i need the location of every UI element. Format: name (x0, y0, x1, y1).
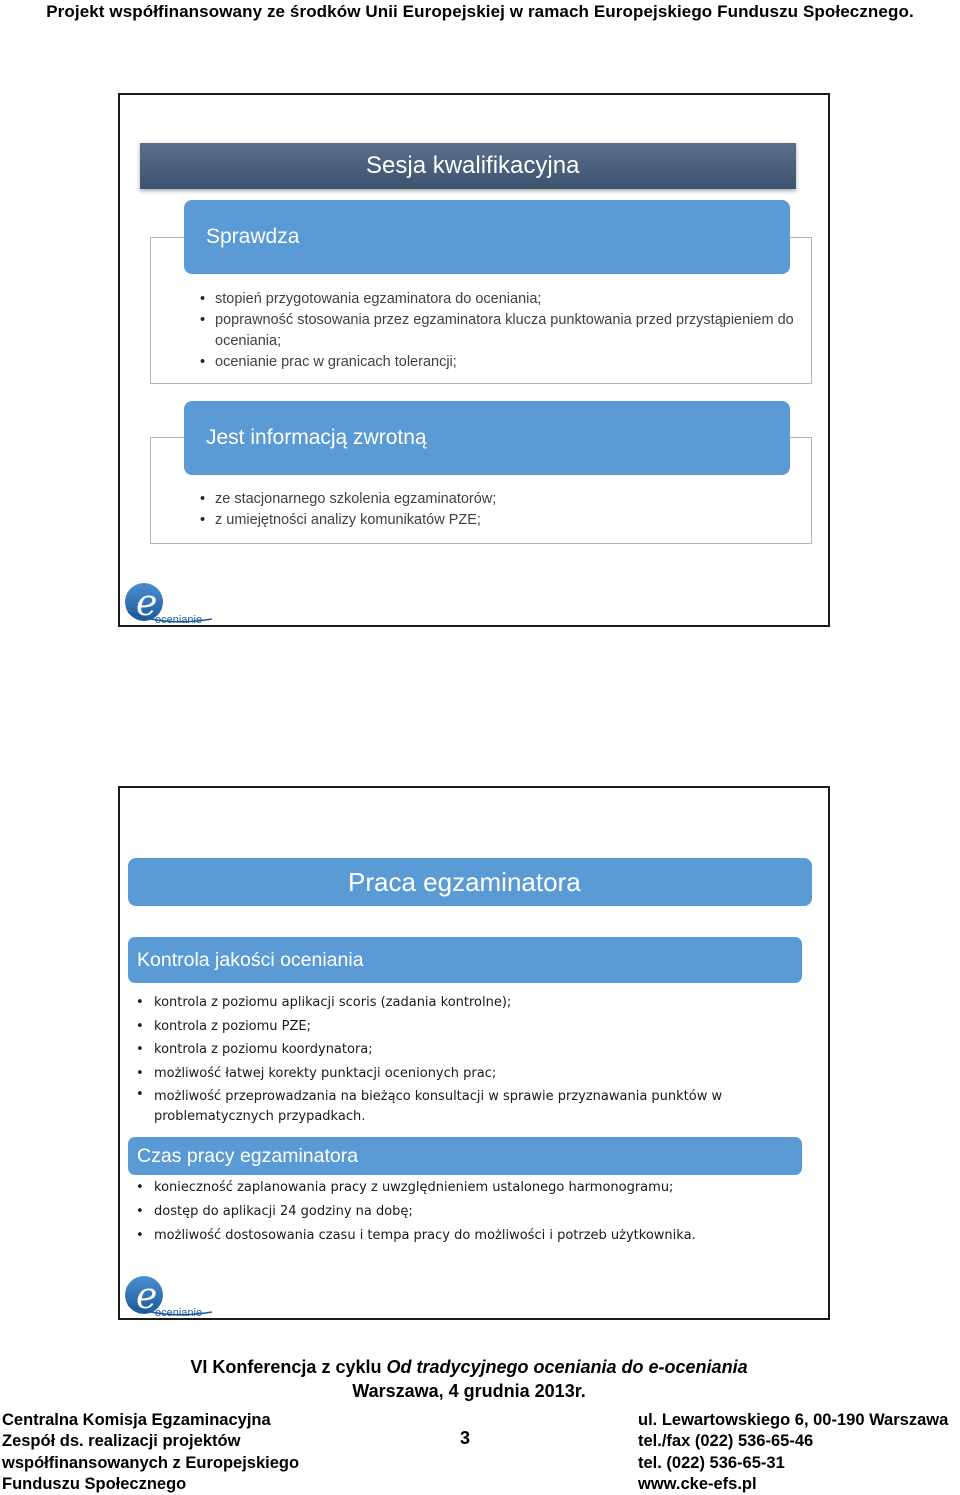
list-item: • poprawność stosowania przez egzaminatora klucza punktowania przed przystąpieniem do oceniania; (200, 310, 800, 352)
conference-info (0, 1355, 938, 1403)
kontrola-list (128, 991, 808, 1127)
logo-letter: e (136, 583, 158, 624)
section-heading-kontrola: Kontrola jakości oceniania (128, 937, 802, 983)
footer-website[interactable]: www.cke-efs.pl (638, 1474, 757, 1493)
list-item: • konieczność zaplanowania pracy z uwzględnieniem ustalonego harmonogramu; (128, 1176, 818, 1200)
e-ocenianie-logo (124, 1272, 214, 1318)
conference-prefix: VI Konferencja z cyklu (190, 1357, 387, 1377)
logo-text: ocenianie (155, 614, 203, 625)
list-item: • możliwość łatwej korekty punktacji ocenionych prac; (128, 1062, 808, 1086)
logo-letter: e (136, 1276, 158, 1317)
footer-line: Funduszu Społecznego (2, 1474, 187, 1493)
list-item: • z umiejętności analizy komunikatów PZE; (200, 510, 800, 531)
list-item: • stopień przygotowania egzaminatora do oceniania; (200, 289, 800, 310)
footer-line: Centralna Komisja Egzaminacyjna (2, 1411, 271, 1429)
footer-phone: tel. (022) 536-65-31 (638, 1453, 785, 1472)
conference-line (0, 1355, 938, 1379)
slide-title: Praca egzaminatora (128, 858, 812, 906)
list-item: • ocenianie prac w granicach tolerancji; (200, 352, 800, 373)
czas-pracy-list (128, 1176, 818, 1248)
footer-line: Zespół ds. realizacji projektów (2, 1432, 241, 1451)
page-header: Projekt współfinansowany ze środków Unii Europejskiej w ramach Europejskiego Funduszu Społecznego. (46, 2, 914, 21)
slide-sesja-kwalifikacyjna (118, 93, 830, 627)
slide-praca-egzaminatora (118, 786, 830, 1320)
conference-place-date: Warszawa, 4 grudnia 2013r. (352, 1381, 586, 1401)
logo-text: ocenianie (155, 1307, 203, 1318)
slide-title: Sesja kwalifikacyjna (140, 143, 796, 189)
e-ocenianie-logo (124, 579, 214, 625)
section-heading-czas-pracy: Czas pracy egzaminatora (128, 1137, 802, 1175)
sprawdza-list (200, 289, 800, 373)
footer-phone-fax: tel./fax (022) 536-65-46 (638, 1432, 814, 1451)
section-heading-informacja-zwrotna: Jest informacją zwrotną (184, 401, 790, 475)
footer-line: współfinansowanych z Europejskiego (2, 1453, 300, 1472)
conference-title: Od tradycyjnego oceniania do e-oceniania (386, 1357, 748, 1377)
informacja-zwrotna-list (200, 489, 800, 531)
footer-contact (638, 1410, 960, 1495)
list-item: • kontrola z poziomu koordynatora; (128, 1038, 808, 1062)
list-item: • kontrola z poziomu aplikacji scoris (zadania kontrolne); (128, 991, 808, 1015)
section-heading-sprawdza: Sprawdza (184, 200, 790, 274)
list-item: • ze stacjonarnego szkolenia egzaminatorów; (200, 489, 800, 510)
footer-organization (2, 1410, 342, 1495)
list-item: • dostęp do aplikacji 24 godziny na dobę; (128, 1200, 818, 1224)
list-item: • możliwość przeprowadzania na bieżąco konsultacji w sprawie przyznawania punktów w problematycznych przypadkach. (128, 1085, 808, 1127)
page-number: 3 (460, 1428, 471, 1448)
list-item: • kontrola z poziomu PZE; (128, 1015, 808, 1039)
footer-address: ul. Lewartowskiego 6, 00-190 Warszawa (638, 1411, 949, 1429)
list-item: • możliwość dostosowania czasu i tempa pracy do możliwości i potrzeb użytkownika. (128, 1224, 818, 1248)
